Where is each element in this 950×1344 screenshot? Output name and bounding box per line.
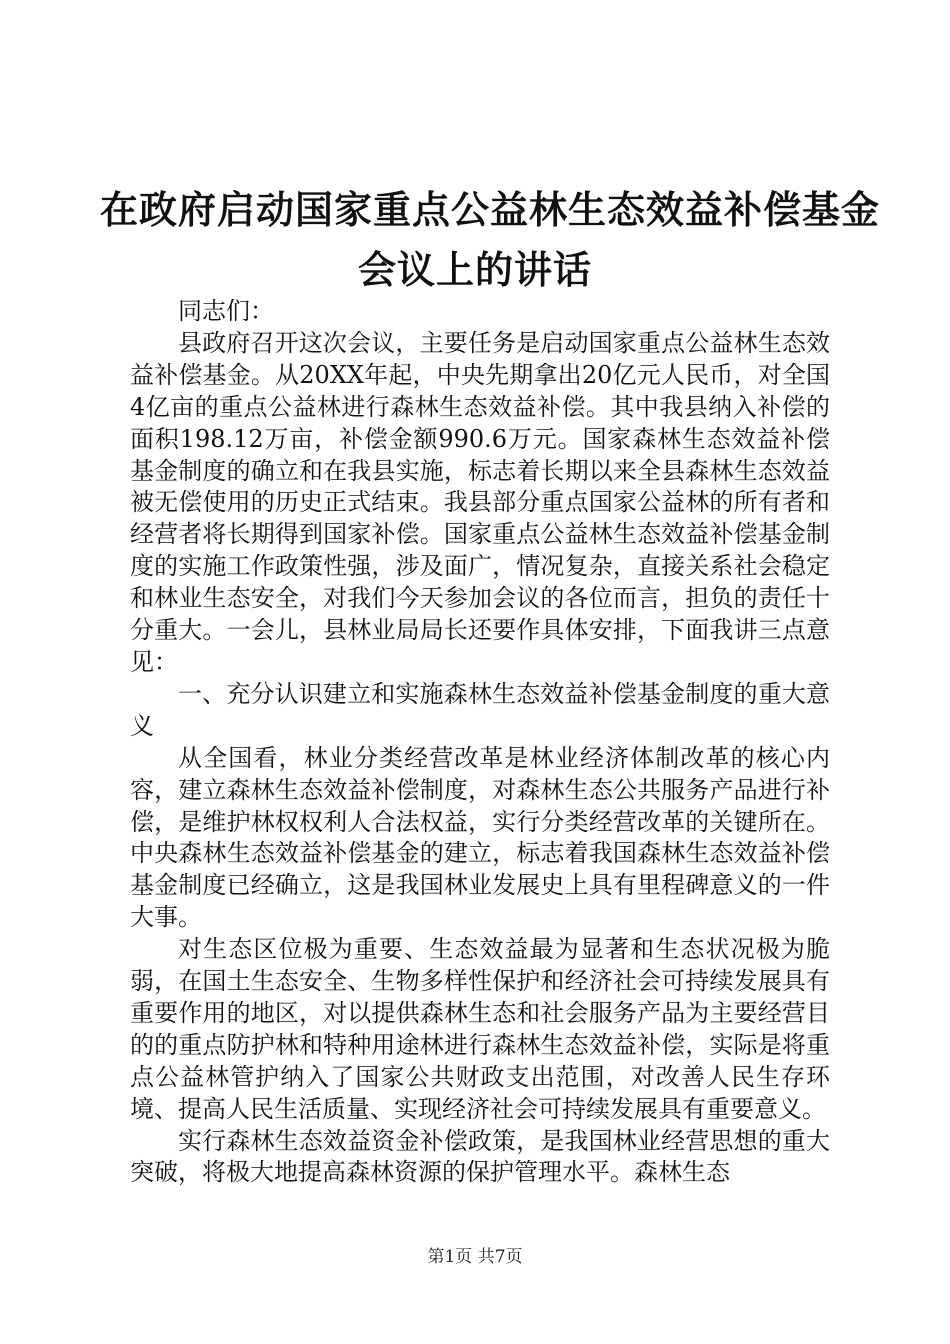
document-body xyxy=(130,296,830,1189)
paragraph-4: 实行森林生态效益资金补偿政策，是我国林业经营思想的重大突破，将极大地提高森林资源的保护管理水平。森林生态 xyxy=(130,1126,830,1187)
paragraph-3: 对生态区位极为重要、生态效益最为显著和生态状况极为脆弱，在国土生态安全、生物多样性保护和经济社会可持续发展具有重要作用的地区，对以提供森林生态和社会服务产品为主要经营目的的重点防护林和特种用途林进行森林生态效益补偿，实际是将重点公益林管护纳入了国家公共财政支出范围，对改善人民生存环境、提高人民生活质量、实现经济社会可持续发展具有重要意义。 xyxy=(130,935,830,1123)
page-number-footer: 第1页 共7页 xyxy=(427,1247,523,1267)
salutation: 同志们： xyxy=(178,297,274,325)
document-title-line-2: 会议上的讲话 xyxy=(357,247,592,292)
section-heading-1: 一、充分认识建立和实施森林生态效益补偿基金制度的重大意义 xyxy=(130,679,830,740)
document-title-line-1: 在政府启动国家重点公益林生态效益补偿基金 xyxy=(100,187,881,232)
paragraph-1: 县政府召开这次会议，主要任务是启动国家重点公益林生态效益补偿基金。从20XX年起，中央先期拿出20亿元人民币，对全国4亿亩的重点公益林进行森林生态效益补偿。其中我县纳入补偿的面积198.12万亩，补偿金额990.6万元。国家森林生态效益补偿基金制度的确立和在我县实施，标志着长期以来全县森林生态效益被无偿使用的历史正式结束。我县部分重点国家公益林的所有者和经营者将长期得到国家补偿。国家重点公益林生态效益补偿基金制度的实施工作政策性强，涉及面广，情况复杂，直接关系社会稳定和林业生态安全，对我们今天参加会议的各位而言，担负的责任十分重大。一会儿，县林业局局长还要作具体安排，下面我讲三点意见： xyxy=(130,328,830,676)
paragraph-2: 从全国看，林业分类经营改革是林业经济体制改革的核心内容，建立森林生态效益补偿制度，对森林生态公共服务产品进行补偿，是维护林权权利人合法权益，实行分类经营改革的关键所在。中央森林生态效益补偿基金的建立，标志着我国森林生态效益补偿基金制度已经确立，这是我国林业发展史上具有里程碑意义的一件大事。 xyxy=(130,743,830,932)
